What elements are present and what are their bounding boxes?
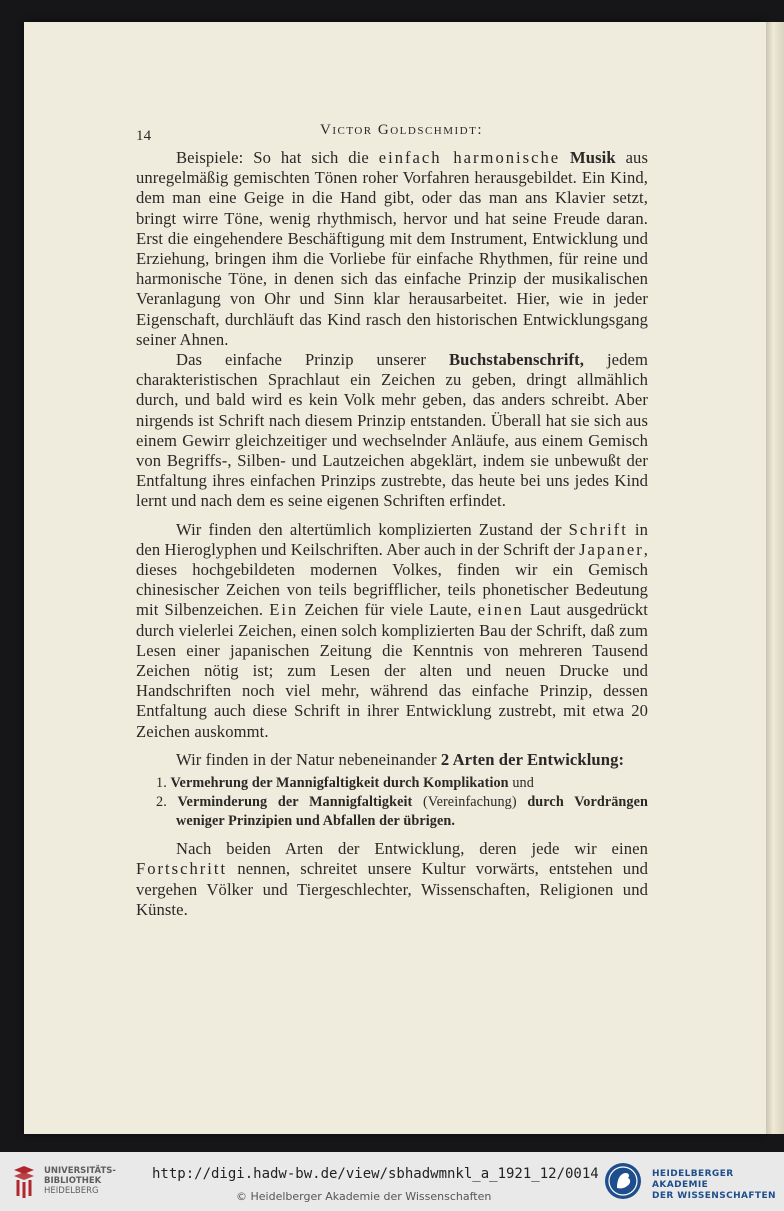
page-edge: [766, 22, 784, 1134]
paragraph-script: Das einfache Prinzip unserer Buchstabenschrift, jedem charakteristischen Sprachlaut ein Zeichen zu geben, dringt allmählich durch, und bald wird es kein Volk mehr geben, das anders schreibt. Aber nirgends ist Schrift nach diesem Prinzip entstanden. Überall hat sie sich aus einem Gewirr gleichzeitiger und wechselnder Anläufe, aus einem Gemisch von Begriffs-, Silben- und Lautzeichen abgeklärt, indem sie unbewußt der Entfaltung ihres einfachen Prinzips zustrebte, das heute bei uns jedes Kind lernt und nach dem es seine eigenen Schriften erfindet.: [136, 350, 648, 511]
viewer-footer: [0, 1152, 784, 1211]
list-item: 2. Verminderung der Mannigfaltigkeit (Vereinfachung) durch Vordrängen weniger Prinzipien und Abfallen der übrigen.: [156, 794, 648, 830]
list-item: 1. Vermehrung der Mannigfaltigkeit durch Komplikation und: [156, 775, 534, 792]
spaced-emphasis: einen: [477, 600, 524, 620]
page-number: 14: [136, 128, 152, 144]
bold-keyword: Musik: [570, 148, 616, 167]
paragraph-nature: Wir finden in der Natur nebeneinander 2 Arten der Entwicklung:: [176, 749, 625, 769]
spaced-emphasis: Japaner: [579, 539, 644, 559]
spaced-emphasis: Schrift: [568, 519, 628, 539]
spaced-emphasis: einfach harmonische: [378, 148, 561, 167]
paragraph-music: Beispiele: So hat sich die einfach harmonische Musik aus unregelmäßig gemischten Tönen roher Vorfahren herausgebildet. Ein Kind, dem man eine Geige in die Hand gibt, oder das man ans Klavier setzt, bringt wirre Töne, wenig rhythmisch, hervor und hat seine Freude daran. Erst die eingehendere Beschäftigung mit dem Instrument, Entwicklung und Erziehung, bringen ihm die Vorliebe für einfache Rhythmen, für reine und harmonische Töne, in denen sich das einfache Prinzip der musikalischen Veranlagung von Ohr und Sinn klar herausarbeitet. Hier, wie in jeder Eigenschaft, durchläuft das Kind rasch den historischen Entwicklungsgang seiner Ahnen.: [136, 148, 649, 349]
permalink-url[interactable]: http://digi.hadw-bw.de/view/sbhadwmnkl_a_1921_12/0014: [152, 1166, 599, 1182]
academy-seal-icon: [604, 1162, 642, 1200]
university-library-logo-icon: [10, 1164, 38, 1200]
copyright-notice: © Heidelberger Akademie der Wissenschaften: [236, 1190, 492, 1203]
paragraph-japanese: Wir finden den altertümlich komplizierten Zustand der Schrift in den Hieroglyphen und Keilschriften. Aber auch in der Schrift der Japaner, dieses hochgebildeten modernen Volkes, finden wir ein Gemisch chinesischer Zeichen von teils begrifflicher, teils phonetischer Bedeutung mit Silbenzeichen. Ein Zeichen für viele Laute, einen Laut ausgedrückt durch vielerlei Zeichen, einen solch komplizierten Bau der Schrift, daß zum Lesen einer japanischen Zeitung die Kenntnis von mehreren Tausend Zeichen nötig ist; zum Lesen der alten und neuen Drucke und Handschriften noch viel mehr, während das einfache Prinzip, dessen Entfaltung auch diese Schrift in ihrer Entwicklung zustrebt, mit etwa 20 Zeichen auskommt.: [136, 519, 649, 741]
spaced-emphasis: Ein: [269, 600, 299, 620]
spaced-emphasis: Fortschritt: [136, 859, 228, 879]
running-title: Victor Goldschmidt:: [320, 122, 483, 138]
academy-name: HEIDELBERGER AKADEMIE DER WISSENSCHAFTEN: [652, 1169, 776, 1201]
university-library-name: UNIVERSITÄTS- BIBLIOTHEK HEIDELBERG: [44, 1166, 116, 1196]
paragraph-progress: Nach beiden Arten der Entwicklung, deren jede wir einen Fortschritt nennen, schreitet unsere Kultur vorwärts, entstehen und vergehen Völker und Tiergeschlechter, Wissenschaften, Religionen und Künste.: [136, 839, 648, 919]
page-header: [136, 120, 676, 144]
development-list: [136, 774, 648, 831]
bold-keyword: 2 Arten der Entwicklung:: [440, 749, 625, 769]
bold-keyword: Buchstabenschrift,: [448, 350, 585, 370]
body-text: [136, 148, 648, 920]
